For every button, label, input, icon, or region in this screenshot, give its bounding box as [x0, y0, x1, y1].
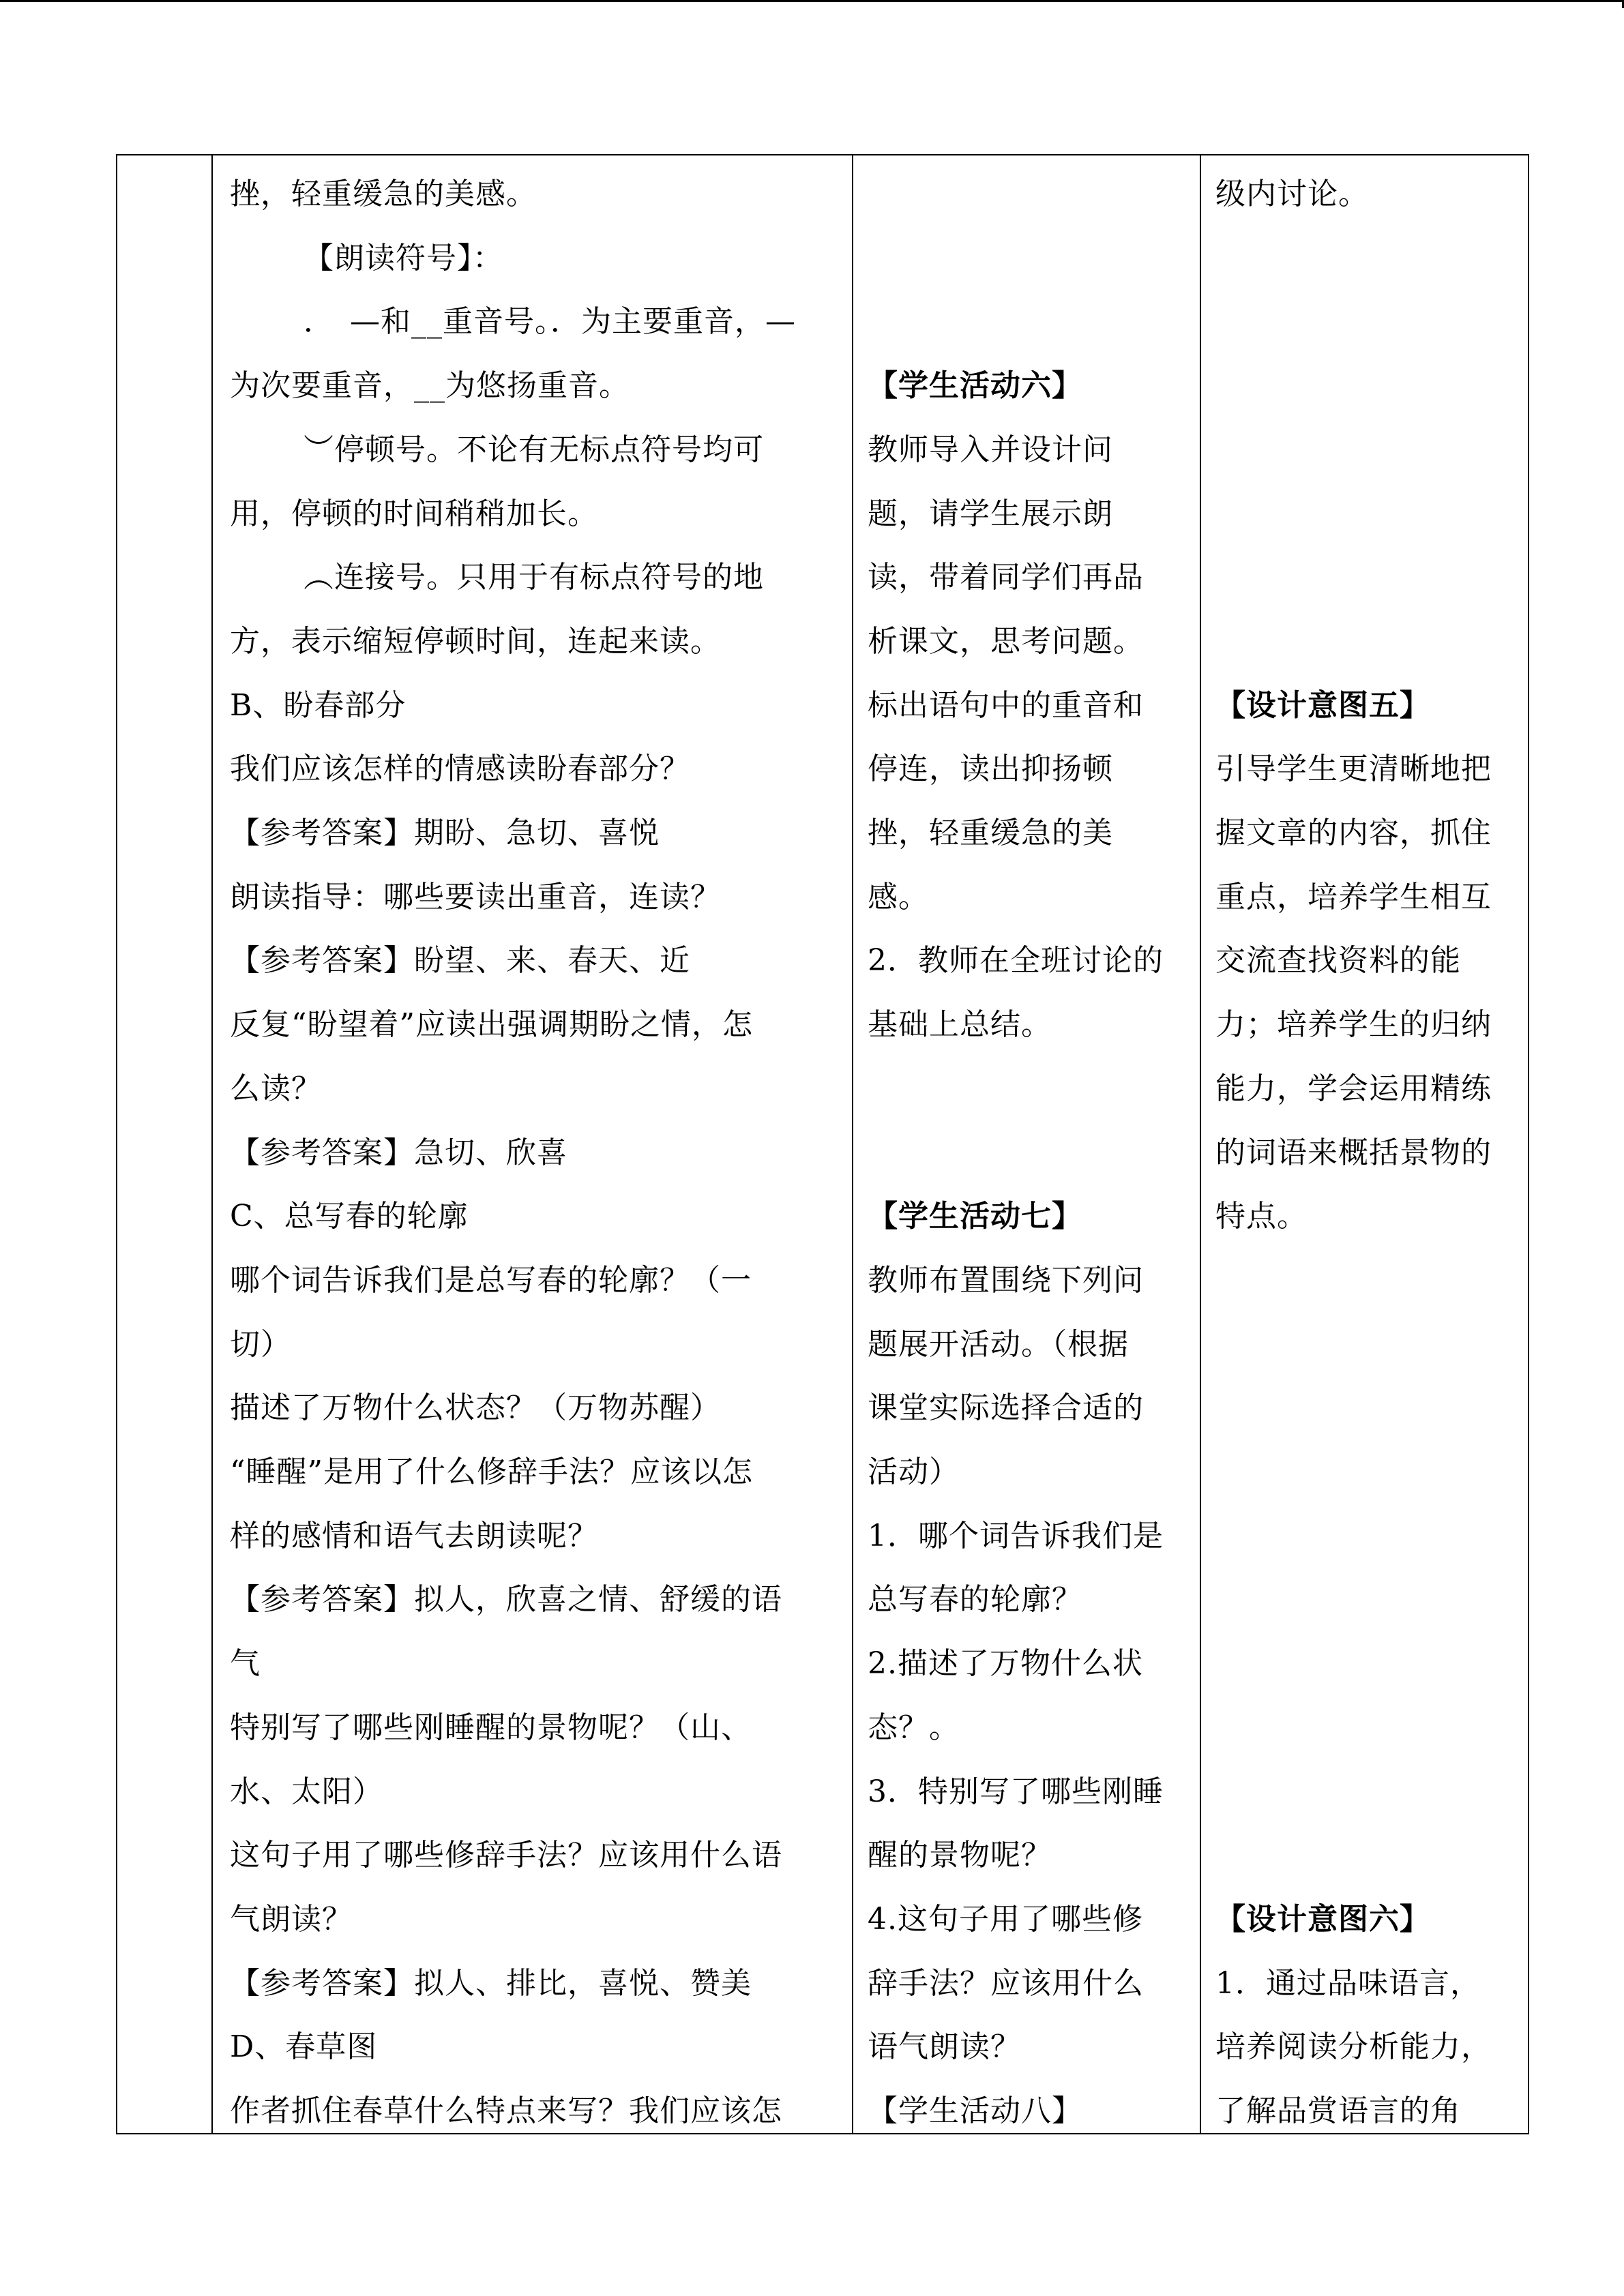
teaching-content-column	[230, 155, 847, 2133]
col4-text-line: 特点。	[1215, 1199, 1308, 1234]
col3-text-line: 标出语句中的重音和	[868, 687, 1144, 723]
col2-text-line: B、盼春部分	[230, 687, 407, 723]
col3-text-line: 教师布置围绕下列问	[868, 1262, 1144, 1298]
col4-text-line: 交流查找资料的能	[1215, 943, 1461, 979]
col3-text-line: 3．特别写了哪些刚睡	[868, 1774, 1164, 1809]
col3-text-line: 【学生活动七】	[868, 1199, 1082, 1234]
col2-text-line: 么读？	[230, 1071, 322, 1106]
col2-text-line: 用，停顿的时间稍稍加长。	[230, 496, 598, 531]
col4-text-line: 的词语来概括景物的	[1215, 1135, 1492, 1170]
col2-text-line: 为次要重音，__为悠扬重音。	[230, 368, 630, 404]
col2-text-line: 水、太阳）	[230, 1774, 383, 1809]
col3-text-line: 课堂实际选择合适的	[868, 1390, 1144, 1426]
col2-text-line: 朗读指导：哪些要读出重音，连读？	[230, 879, 721, 914]
col2-text-line: “睡醒”是用了什么修辞手法？应该以怎	[230, 1455, 753, 1489]
col2-text-line: 作者抓住春草什么特点来写？我们应该怎	[230, 2093, 782, 2128]
col4-text-line: 了解品赏语言的角	[1215, 2093, 1461, 2128]
col4-text-line: 级内讨论。	[1215, 177, 1369, 211]
col2-text-line: 特别写了哪些刚睡醒的景物呢？（山、	[230, 1710, 752, 1745]
column-divider-2	[852, 155, 853, 2133]
col2-text-line: 描述了万物什么状态？（万物苏醒）	[230, 1390, 721, 1426]
col3-text-line: 读，带着同学们再品	[868, 560, 1144, 595]
col3-text-line: 态？。	[868, 1710, 960, 1745]
col3-text-line: 2．教师在全班讨论的	[868, 943, 1164, 979]
col2-text-line: ． —和__重音号。．为主要重音，—	[304, 304, 796, 340]
col3-text-line: 题展开活动。（根据	[868, 1326, 1129, 1362]
student-activity-column	[868, 155, 1188, 2133]
col2-text-line: 气	[230, 1646, 261, 1682]
col2-text-line: ︶停顿号。不论有无标点符号均可	[304, 432, 764, 467]
col3-text-line: 辞手法？应该用什么	[868, 1965, 1144, 2001]
col3-text-line: 题，请学生展示朗	[868, 496, 1113, 531]
col3-text-line: 教师导入并设计问	[868, 432, 1113, 467]
column-divider-1	[211, 155, 213, 2133]
col3-text-line: 总写春的轮廓？	[868, 1582, 1082, 1617]
col3-text-line: 【学生活动八】	[868, 2093, 1082, 2128]
col2-text-line: 样的感情和语气去朗读呢？	[230, 1518, 598, 1553]
col2-text-line: 切）	[230, 1326, 291, 1362]
col2-text-line: 哪个词告诉我们是总写春的轮廓？（一	[230, 1262, 752, 1298]
col4-text-line: 1．通过品味语言，	[1215, 1965, 1481, 2001]
col2-text-line: C、总写春的轮廓	[230, 1199, 469, 1234]
col4-text-line: 重点，培养学生相互	[1215, 879, 1492, 914]
col2-text-line: ︵连接号。只用于有标点符号的地	[304, 560, 764, 595]
col2-text-line: D、春草图	[230, 2029, 378, 2065]
col2-text-line: 方，表示缩短停顿时间，连起来读。	[230, 623, 721, 659]
column-divider-3	[1200, 155, 1201, 2133]
col2-text-line: 【参考答案】盼望、来、春天、近	[230, 943, 690, 979]
col2-text-line: 我们应该怎样的情感读盼春部分？	[230, 751, 690, 787]
col3-text-line: 醒的景物呢？	[868, 1838, 1052, 1873]
col3-text-line: 感。	[868, 879, 929, 914]
col3-text-line: 基础上总结。	[868, 1007, 1052, 1043]
col2-text-line: 【参考答案】急切、欣喜	[230, 1135, 567, 1170]
col2-text-line: 【参考答案】期盼、急切、喜悦	[230, 816, 660, 850]
col3-text-line: 语气朗读？	[868, 2029, 1021, 2065]
top-border-line	[0, 0, 1624, 2]
col4-text-line: 握文章的内容，抓住	[1215, 816, 1492, 850]
col3-text-line: 【学生活动六】	[868, 368, 1082, 404]
col2-text-line: 【参考答案】拟人，欣喜之情、舒缓的语	[230, 1582, 782, 1617]
col3-text-line: 1．哪个词告诉我们是	[868, 1518, 1164, 1553]
col4-text-line: 【设计意图五】	[1215, 687, 1430, 723]
col3-text-line: 2.描述了万物什么状	[868, 1646, 1143, 1682]
col3-text-line: 挫，轻重缓急的美	[868, 816, 1113, 850]
col4-text-line: 能力，学会运用精练	[1215, 1071, 1492, 1106]
col4-text-line: 培养阅读分析能力，	[1215, 2029, 1492, 2065]
design-intent-column	[1215, 155, 1526, 2133]
col4-text-line: 引导学生更清晰地把	[1215, 751, 1492, 787]
col3-text-line: 停连，读出抑扬顿	[868, 751, 1113, 787]
col4-text-line: 力；培养学生的归纳	[1215, 1007, 1492, 1043]
col2-text-line: 【参考答案】拟人、排比，喜悦、赞美	[230, 1965, 752, 2001]
col4-text-line: 【设计意图六】	[1215, 1901, 1430, 1937]
col2-text-line: 气朗读？	[230, 1901, 353, 1937]
col3-text-line: 4.这句子用了哪些修	[868, 1901, 1143, 1937]
col3-text-line: 析课文，思考问题。	[868, 623, 1144, 659]
col3-text-line: 活动）	[868, 1455, 960, 1489]
lesson-plan-table	[116, 154, 1529, 2134]
col2-text-line: 这句子用了哪些修辞手法？应该用什么语	[230, 1838, 782, 1873]
col2-text-line: 挫，轻重缓急的美感。	[230, 177, 537, 211]
col2-text-line: 【朗读符号】：	[304, 240, 503, 275]
col2-text-line: 反复“盼望着”应读出强调期盼之情，怎	[230, 1007, 753, 1043]
